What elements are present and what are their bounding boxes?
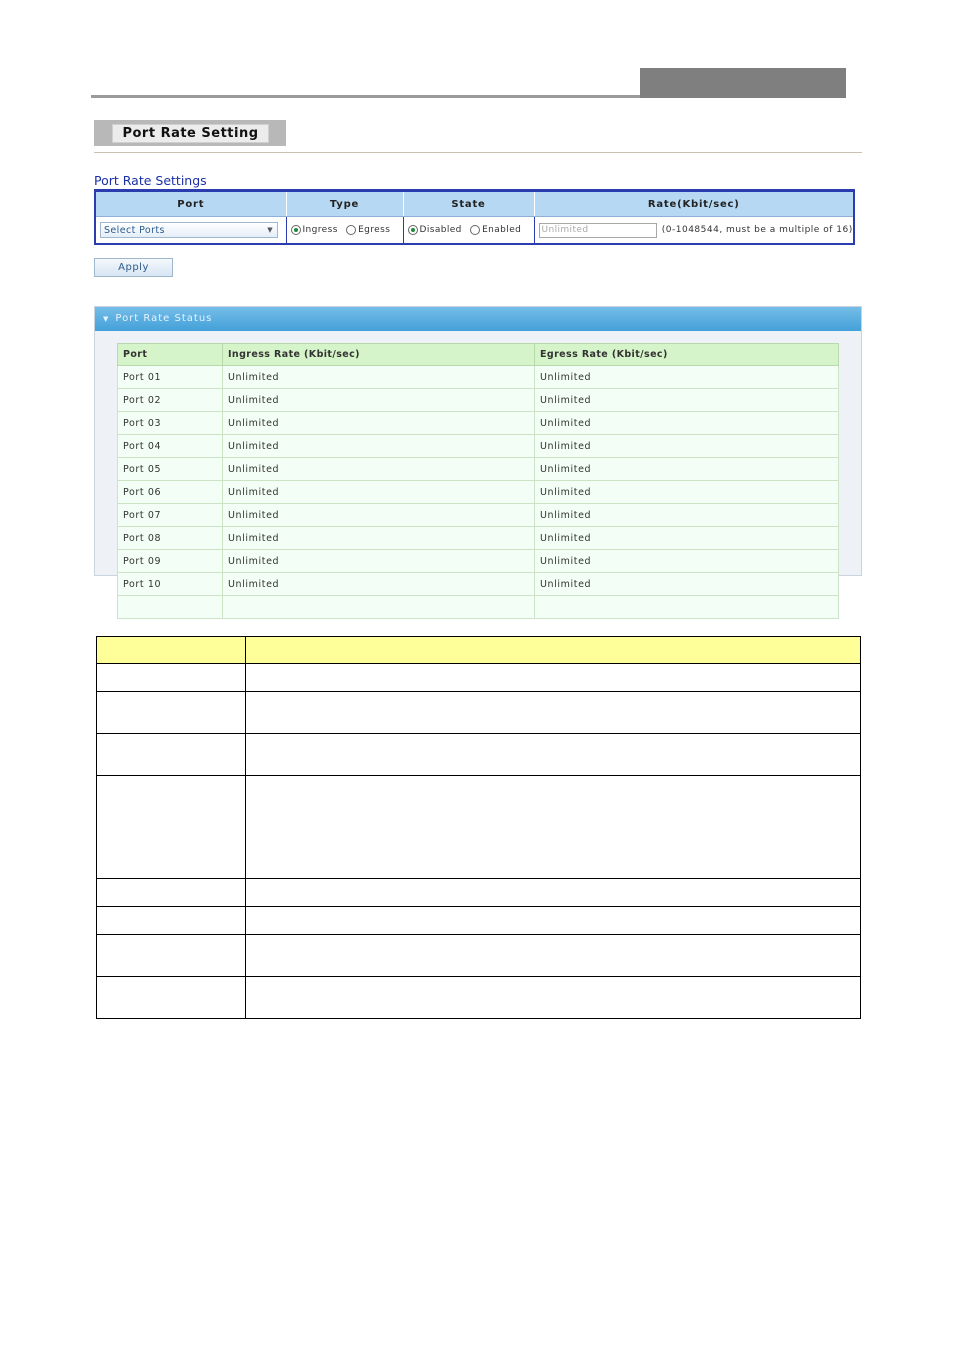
rate-input[interactable]: Unlimited — [539, 223, 657, 238]
header-rule — [91, 95, 640, 98]
port-select[interactable] — [100, 222, 278, 238]
type-egress-label: Egress — [358, 224, 391, 235]
row-port: Port 02 — [118, 389, 223, 412]
row-port: Port 06 — [118, 481, 223, 504]
row-port: Port 10 — [118, 573, 223, 596]
status-header-egress: Egress Rate (Kbit/sec) — [535, 344, 839, 366]
state-disabled-radio[interactable] — [408, 225, 418, 235]
table-row — [118, 481, 839, 504]
description-table — [96, 636, 861, 1019]
state-enabled-label: Enabled — [482, 224, 522, 235]
table-row — [118, 412, 839, 435]
desc-row — [97, 879, 861, 907]
row-ingress: Unlimited — [223, 366, 535, 389]
header-block — [640, 68, 846, 98]
header-state: State — [403, 192, 534, 217]
apply-button[interactable]: Apply — [94, 258, 173, 277]
table-row — [118, 596, 839, 619]
row-ingress: Unlimited — [223, 412, 535, 435]
status-panel-header[interactable] — [95, 307, 861, 331]
row-port — [118, 596, 223, 619]
row-port: Port 03 — [118, 412, 223, 435]
row-port: Port 04 — [118, 435, 223, 458]
header-type: Type — [286, 192, 403, 217]
status-header-ingress: Ingress Rate (Kbit/sec) — [223, 344, 535, 366]
row-ingress: Unlimited — [223, 573, 535, 596]
status-table-container — [117, 343, 839, 619]
row-egress: Unlimited — [535, 435, 839, 458]
chevron-down-icon: ▼ — [267, 226, 273, 234]
state-enabled-radio[interactable] — [470, 225, 480, 235]
row-port: Port 09 — [118, 550, 223, 573]
row-egress: Unlimited — [535, 389, 839, 412]
table-row — [118, 366, 839, 389]
desc-row — [97, 977, 861, 1019]
type-egress-radio[interactable] — [346, 225, 356, 235]
table-row — [118, 389, 839, 412]
status-panel-title: Port Rate Status — [115, 313, 213, 324]
desc-header-cell — [246, 637, 861, 664]
port-select-label: Select Ports — [104, 225, 165, 236]
row-ingress: Unlimited — [223, 458, 535, 481]
table-row — [118, 573, 839, 596]
collapse-triangle-icon: ▼ — [103, 315, 110, 323]
header-rate: Rate(Kbit/sec) — [534, 192, 853, 217]
row-egress: Unlimited — [535, 481, 839, 504]
row-egress: Unlimited — [535, 458, 839, 481]
table-row — [118, 435, 839, 458]
title-divider — [94, 152, 862, 153]
page-title: Port Rate Setting — [112, 124, 269, 143]
type-ingress-radio[interactable] — [291, 225, 301, 235]
row-egress: Unlimited — [535, 573, 839, 596]
desc-header-cell — [97, 637, 246, 664]
status-header-port: Port — [118, 344, 223, 366]
desc-row — [97, 776, 861, 879]
table-row — [118, 504, 839, 527]
table-row — [118, 527, 839, 550]
row-egress: Unlimited — [535, 412, 839, 435]
row-egress: Unlimited — [535, 504, 839, 527]
row-port: Port 05 — [118, 458, 223, 481]
desc-row — [97, 935, 861, 977]
status-table — [117, 343, 839, 619]
state-disabled-label: Disabled — [419, 224, 462, 235]
row-ingress: Unlimited — [223, 481, 535, 504]
rate-hint: (0-1048544, must be a multiple of 16) — [661, 225, 853, 235]
row-port: Port 08 — [118, 527, 223, 550]
row-ingress — [223, 596, 535, 619]
desc-row — [97, 664, 861, 692]
port-rate-settings-table — [94, 189, 855, 245]
port-rate-status-panel — [94, 306, 862, 590]
row-egress — [535, 596, 839, 619]
row-ingress: Unlimited — [223, 389, 535, 412]
table-row — [118, 458, 839, 481]
row-egress: Unlimited — [535, 366, 839, 389]
type-ingress-label: Ingress — [302, 224, 338, 235]
row-ingress: Unlimited — [223, 504, 535, 527]
desc-header-row — [97, 637, 861, 664]
table-row — [118, 550, 839, 573]
row-ingress: Unlimited — [223, 435, 535, 458]
desc-row — [97, 734, 861, 776]
row-ingress: Unlimited — [223, 550, 535, 573]
section-label: Port Rate Settings — [94, 173, 207, 188]
header-port: Port — [96, 192, 286, 217]
row-port: Port 07 — [118, 504, 223, 527]
row-egress: Unlimited — [535, 550, 839, 573]
desc-row — [97, 907, 861, 935]
row-port: Port 01 — [118, 366, 223, 389]
row-egress: Unlimited — [535, 527, 839, 550]
desc-row — [97, 692, 861, 734]
row-ingress: Unlimited — [223, 527, 535, 550]
